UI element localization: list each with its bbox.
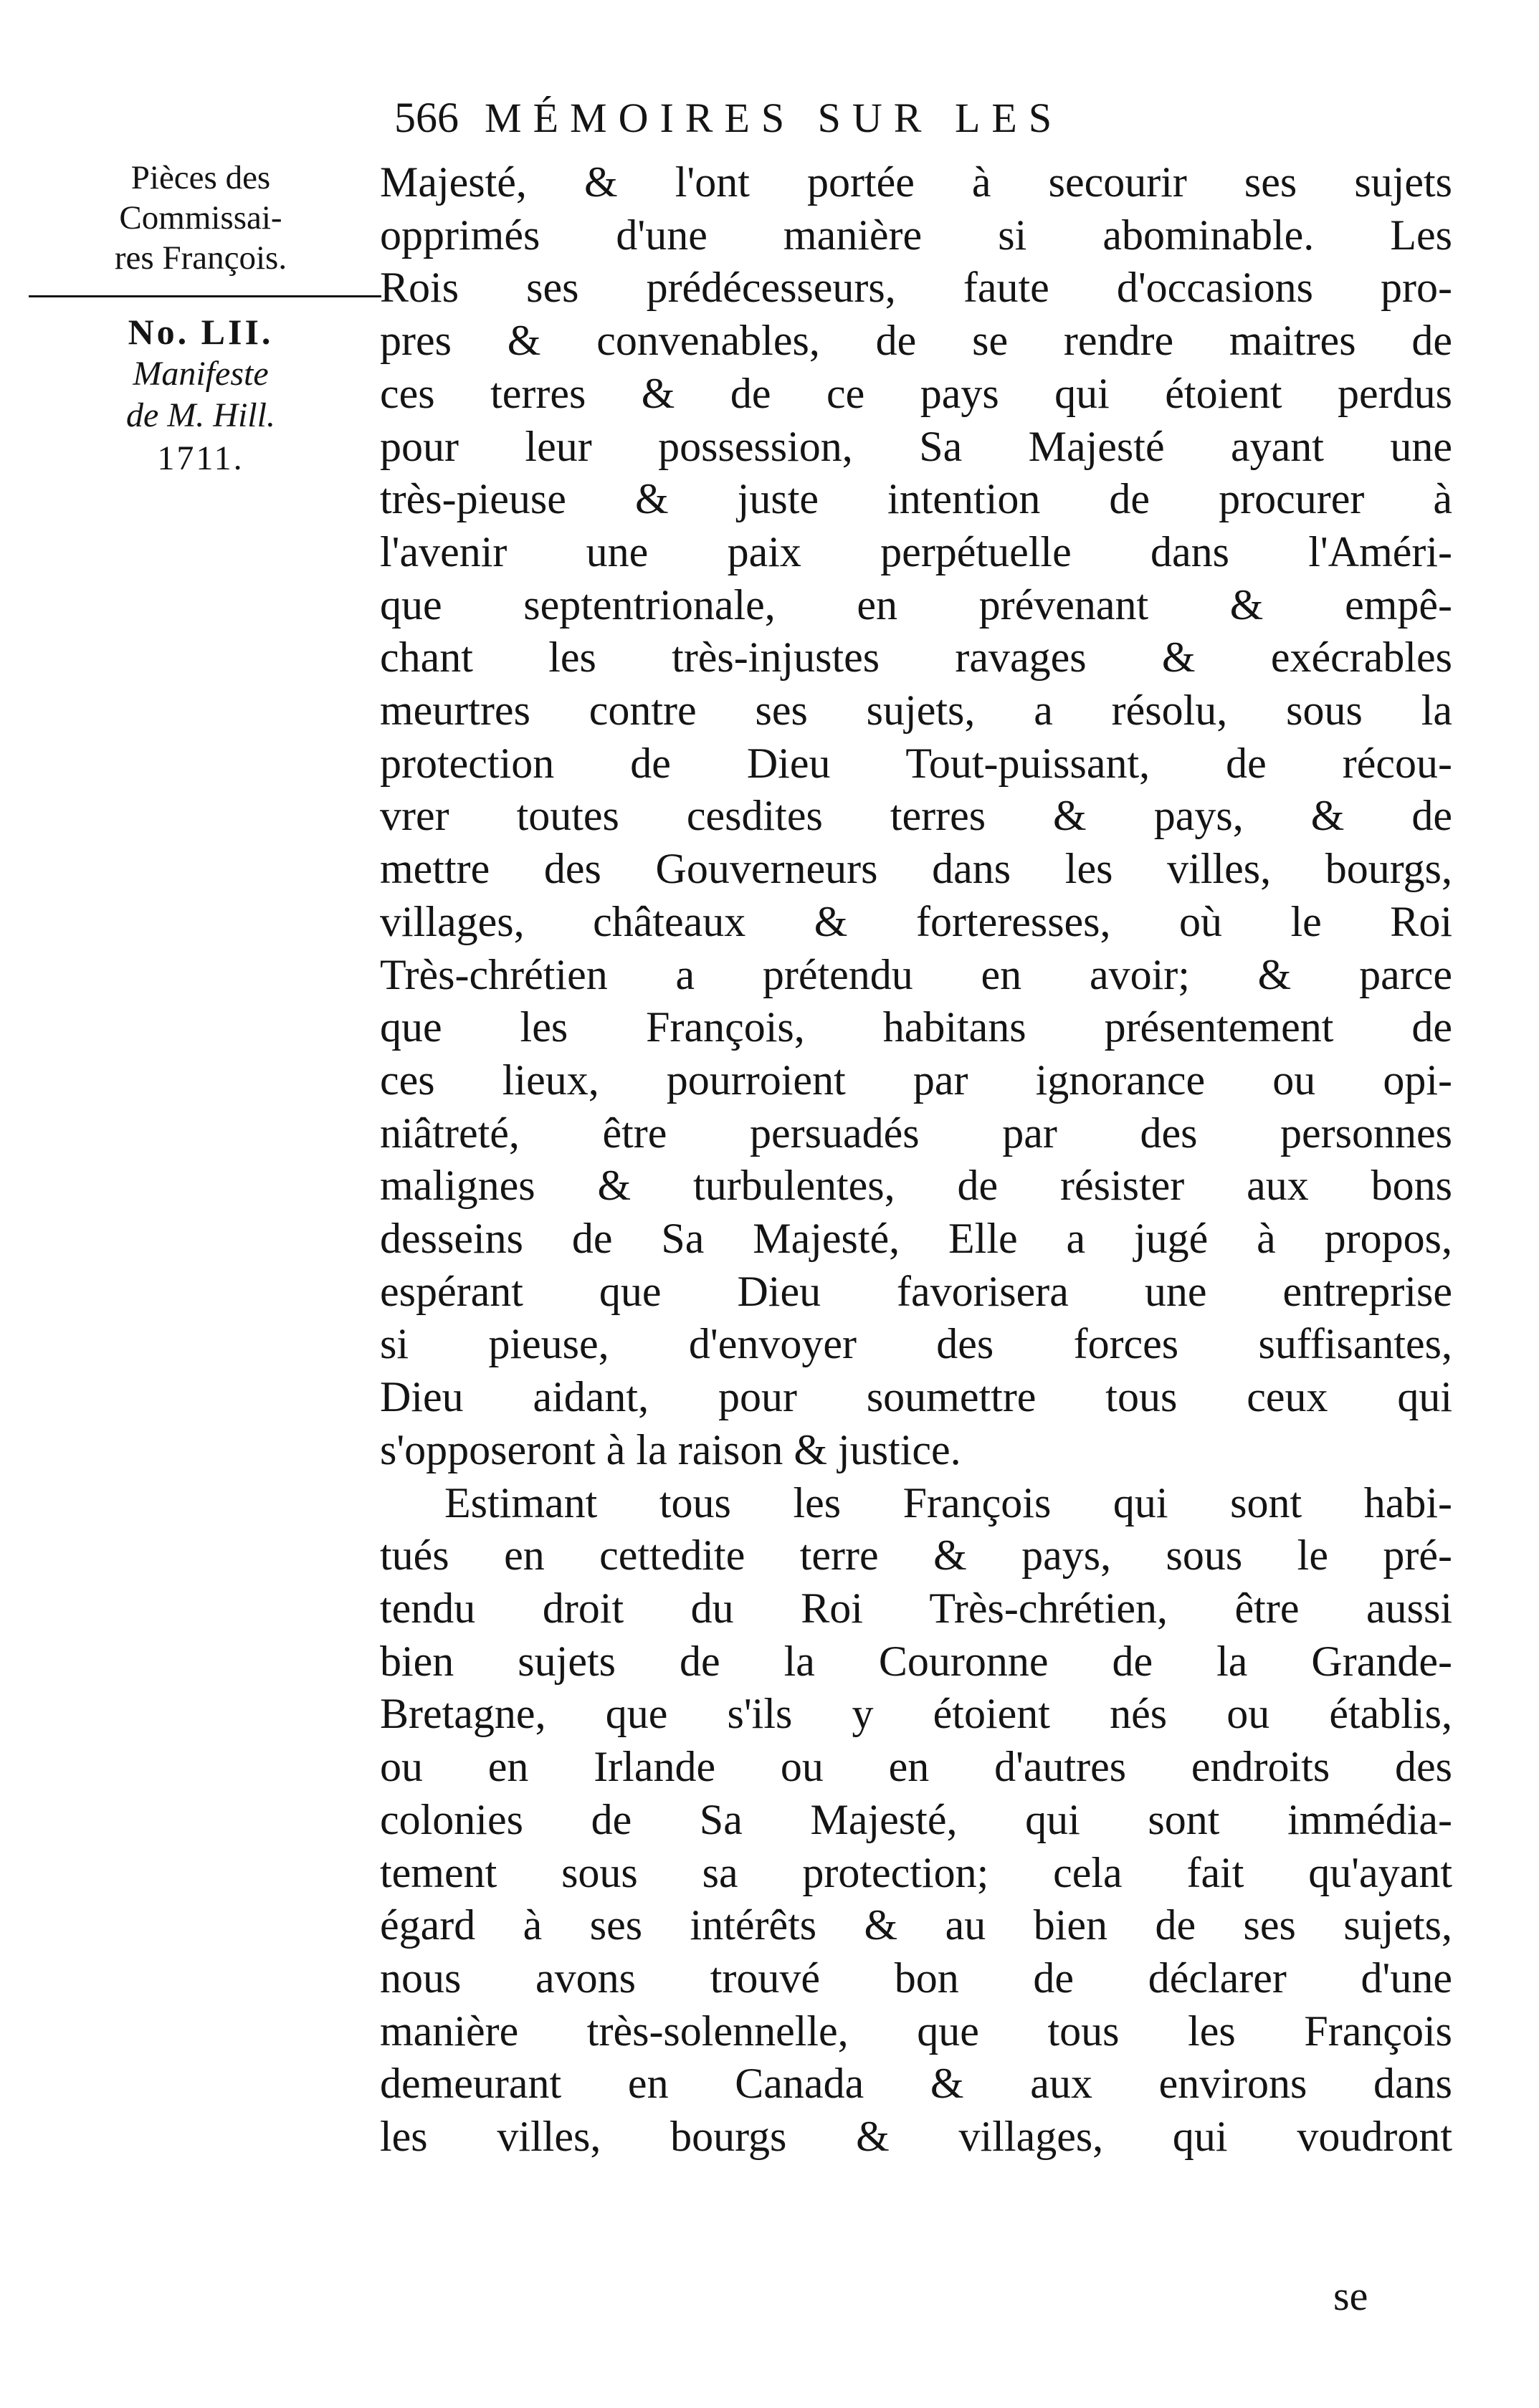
margin-note-line: Commissai- <box>119 199 282 236</box>
body-text <box>380 156 1452 2164</box>
text-line: meurtres contre ses sujets, a résolu, sous la <box>380 687 1452 735</box>
text-line: s'opposeront à la raison & justice. <box>380 1425 961 1473</box>
text-line: nous avons trouvé bon de déclarer d'une <box>380 1954 1452 2002</box>
document-title-line: Manifeste <box>133 355 269 393</box>
page-number: 566 <box>394 94 459 141</box>
text-line: manière très-solennelle, que tous les François <box>380 2007 1452 2055</box>
text-line: tendu droit du Roi Très-chrétien, être aussi <box>380 1584 1452 1632</box>
text-line: tués en cettedite terre & pays, sous le pré- <box>380 1532 1452 1580</box>
catchword: se <box>1333 2273 1368 2319</box>
text-line: pour leur possession, Sa Majesté ayant une <box>380 422 1452 470</box>
paragraph-1 <box>380 156 1452 1477</box>
text-line: demeurant en Canada & aux environs dans <box>380 2060 1452 2108</box>
text-line: l'avenir une paix perpétuelle dans l'Améri- <box>380 527 1452 575</box>
margin-note-line: Pièces des <box>130 159 271 196</box>
running-head <box>394 93 1297 158</box>
document-year: 1711. <box>157 439 244 477</box>
text-line: les villes, bourgs & villages, qui voudront <box>380 2113 1452 2161</box>
text-line: que les François, habitans présentement de <box>380 1003 1452 1051</box>
text-line: Très-chrétien a prétendu en avoir; & parce <box>380 950 1452 998</box>
text-line: chant les très-injustes ravages & exécrables <box>380 634 1452 682</box>
text-line: que septentrionale, en prévenant & empê- <box>380 580 1452 629</box>
text-line: protection de Dieu Tout-puissant, de récou- <box>380 739 1452 787</box>
running-title: MÉMOIRES SUR LES <box>485 95 1064 141</box>
text-line: pres & convenables, de se rendre maitres de <box>380 317 1452 365</box>
text-line: vrer toutes cesdites terres & pays, & de <box>380 792 1452 840</box>
text-line: Estimant tous les François qui sont habi- <box>444 1478 1452 1526</box>
paragraph-2 <box>380 1477 1452 2164</box>
document-title-line: de M. Hill. <box>126 396 275 434</box>
text-line: ou en Irlande ou en d'autres endroits des <box>380 1743 1452 1791</box>
text-line: colonies de Sa Majesté, qui sont immédia- <box>380 1795 1452 1843</box>
text-line: mettre des Gouverneurs dans les villes, bourgs, <box>380 845 1452 893</box>
text-line: très-pieuse & juste intention de procurer à <box>380 475 1452 523</box>
text-line: malignes & turbulentes, de résister aux bons <box>380 1162 1452 1210</box>
margin-note-line: res François. <box>114 239 287 277</box>
margin-note-rule <box>29 295 381 297</box>
text-line: villages, châteaux & forteresses, où le Roi <box>380 897 1452 945</box>
text-line: égard à ses intérêts & au bien de ses sujets, <box>380 1901 1452 1949</box>
text-line: ces terres & de ce pays qui étoient perdus <box>380 369 1452 417</box>
text-line: Majesté, & l'ont portée à secourir ses sujets <box>380 158 1452 206</box>
margin-note <box>7 158 394 481</box>
document-number: No. LII. <box>128 312 274 352</box>
text-line: Bretagne, que s'ils y étoient nés ou établis, <box>380 1690 1452 1738</box>
text-line: ces lieux, pourroient par ignorance ou opi- <box>380 1056 1452 1104</box>
text-line: Rois ses prédécesseurs, faute d'occasions pro- <box>380 264 1452 312</box>
text-line: tement sous sa protection; cela fait qu'ayant <box>380 1848 1452 1896</box>
text-line: si pieuse, d'envoyer des forces suffisantes, <box>380 1320 1452 1368</box>
text-line: bien sujets de la Couronne de la Grande- <box>380 1637 1452 1685</box>
text-line: niâtreté, être persuadés par des personnes <box>380 1109 1452 1157</box>
text-line: espérant que Dieu favorisera une entreprise <box>380 1267 1452 1315</box>
text-line: Dieu aidant, pour soumettre tous ceux qui <box>380 1373 1452 1421</box>
text-line: desseins de Sa Majesté, Elle a jugé à propos, <box>380 1215 1452 1263</box>
text-line: opprimés d'une manière si abominable. Les <box>380 211 1452 259</box>
